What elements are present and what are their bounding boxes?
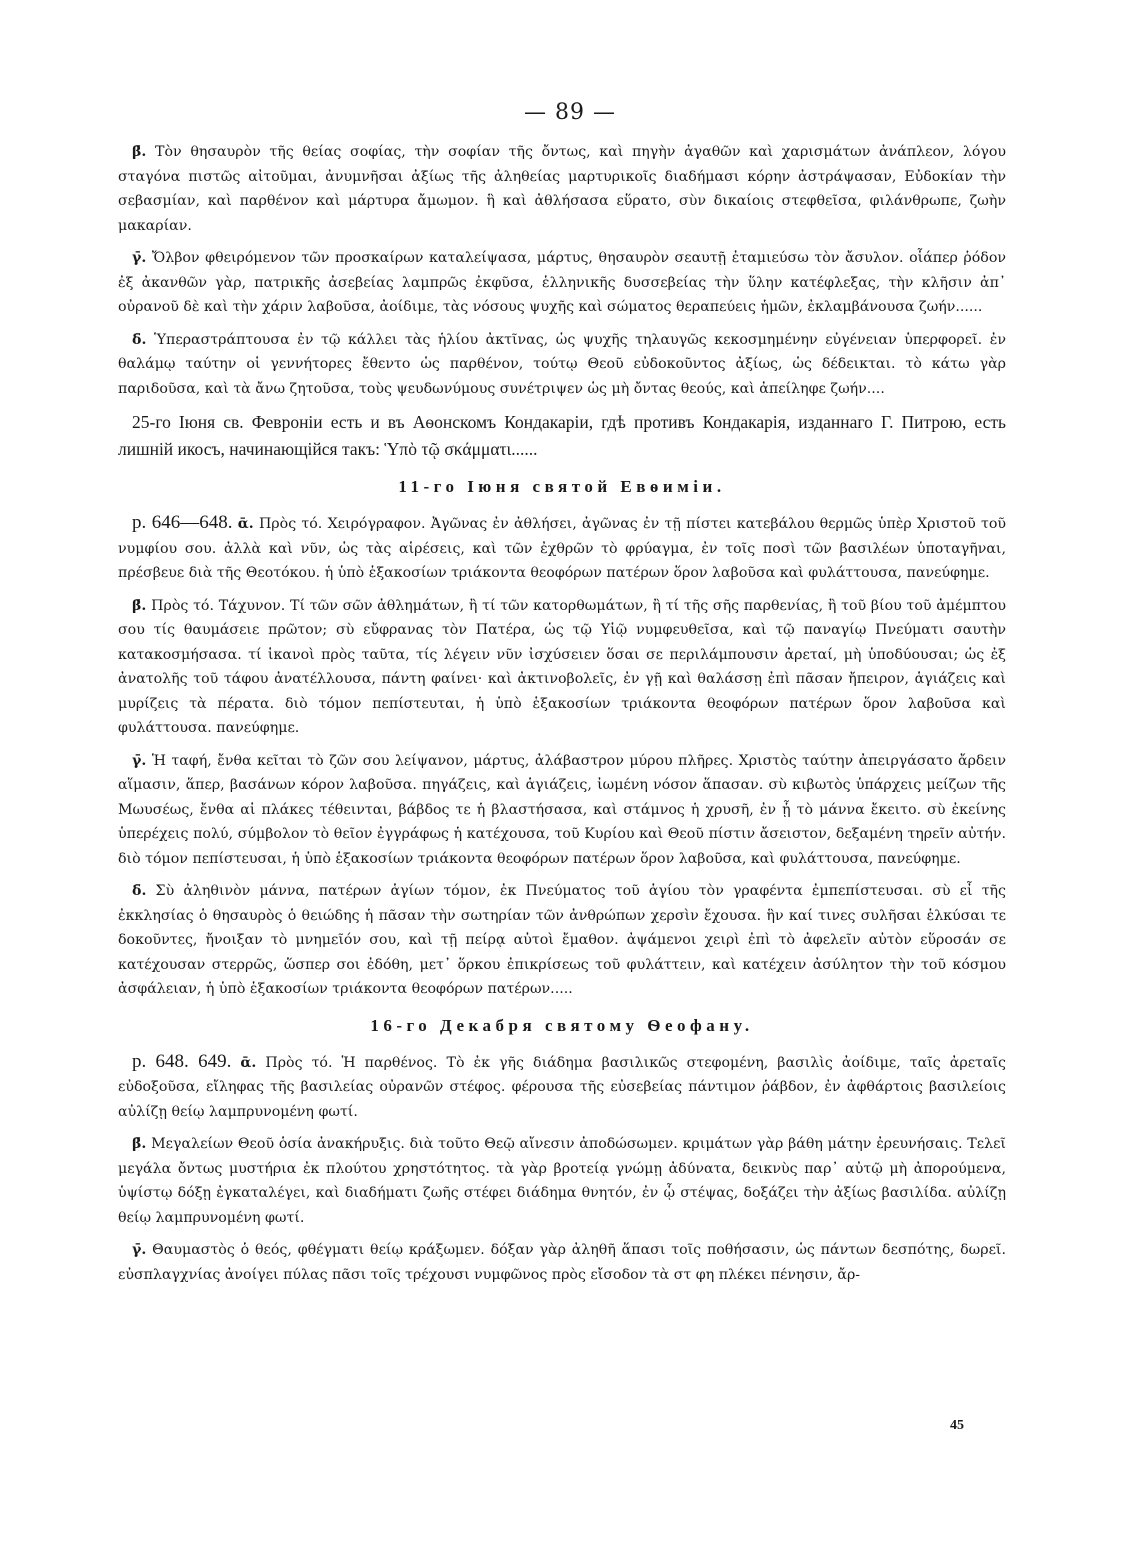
paragraph-1-gamma: [118, 246, 1006, 320]
paragraph-3-alpha: [118, 1050, 1006, 1125]
paragraph-text: Ὑπεραστράπτουσα ἐν τῷ κάλλει τὰς ἡλίου ἀκτῖνας, ὡς ψυχῆς τηλαυγῶς κεκοσμημένην εὐγένειαν ὑπερφορεῖ. ἐν θαλάμῳ ταύτην οἱ γεννήτορες ἔθεντο ὡς παρθένον, τούτῳ Θεοῦ εὐδοκοῦντος ἀξίως, ὡς δέδεικται. τὸ κάτω γὰρ παριδοῦσα, καὶ τὰ ἄνω ζητοῦσα, τοὺς ψευδωνύμους συνέτριψεν ὡς μὴ ὄντας θεούς, καὶ ἀπείληφε ζωήν....: [118, 331, 1006, 397]
paragraph-text: Ἡ ταφή, ἔνθα κεῖται τὸ ζῶν σου λείψανον, μάρτυς, ἀλάβαστρον μύρου πλῆρες. Χριστὸς ταύτην ἀπειργάσατο ἄρδειν αἵμασιν, ἅπερ, βασάνων κόρον λαβοῦσα. πηγάζεις, καὶ ἁγιάζεις, ἰωμένη νόσον ἅπασαν. σὺ κιβωτὸς ὑπάρχεις μείζων τῆς Μωυσέως, ἔνθα αἱ πλάκες τέθεινται, βάβδος τε ἡ βλαστήσασα, καὶ στάμνος ἡ χρυσῆ, ἐν ᾗ τὸ μάννα ἔκειτο. σὺ ἐκείνης ὑπερέχεις πολύ, σύμβολον τὸ θεῖον ἐγγράφως ἡ κατέχουσα, τοῦ Κυρίου καὶ Θεοῦ πίστιν ἄσειστον, δεξαμένη τηρεῖν αὐτήν. διὸ τόμον πεπίστευσαι, ἡ ὑπὸ ἑξακοσίων τριάκοντα θεοφόρων πατέρων ὅρον λαβοῦσα, καὶ φυλάττουσα, πανεύφημε.: [118, 752, 1007, 867]
paragraph-text: Πρὸς τό. Ἡ παρθένος. Τὸ ἐκ γῆς διάδημα βασιλικῶς στεφομένη, βασιλὶς ἀοίδιμε, ταῖς ἀρεταῖς εὐδοξοῦσα, εἴληφας τῆς βασιλείας οὐρανῶν στέφος. φέρουσα τῆς εὐσεβείας πάντιμον ῥάβδον, ἐν ἀφθάρτοις βασιλείοις αὐλίζῃ θείῳ λαμπρυνομένη φωτί.: [118, 1054, 1006, 1120]
paragraph-text: Σὺ ἀληθινὸν μάννα, πατέρων ἁγίων τόμον, ἐκ Πνεύματος τοῦ ἁγίου τὸν γραφέντα ἐμπεπίστευσαι. σὺ εἶ τῆς ἐκκλησίας ὁ θησαυρὸς ὁ θειώδης ἡ πᾶσαν τὴν σωτηρίαν τῶν ἀνθρώπων χερσὶν ἔχουσα. ἣν καί τινες συλῆσαι ἑλκύσαι τε δοκοῦντες, ἤνοιξαν τὸ μνημεῖόν σου, καὶ τῇ πείρᾳ αὐτοὶ ἔμαθον. ἀψάμενοι χειρὶ ἐπὶ τὸ ἀφελεῖν αὐτὸν εὕροσάν σε κατέχουσαν στερρῶς, ὥσπερ σοι ἐδόθη, μετ᾽ ὅρκου ἐπικρίσεως τοῦ φυλάττειν, καὶ κατέχειν ἀσύλητον τὴν τοῦ κόσμου ἀσφάλειαν, ἡ ὑπὸ ἑξακοσίων τριάκοντα θεοφόρων πατέρων.....: [118, 883, 1006, 997]
strophe-marker: ᾱ.: [237, 516, 254, 532]
paragraph-1-delta: [118, 328, 1006, 402]
strophe-marker: γ̄.: [132, 250, 147, 266]
signature-mark: 45: [950, 1418, 964, 1433]
paragraph-text: Ὄλβον φθειρόμενον τῶν προσκαίρων καταλείψασα, μάρτυς, θησαυρὸν σεαυτῇ ἐταμιεύσω τὸν ἄσυλον. οἷάπερ ῥόδον ἐξ ἀκανθῶν γὰρ, πατρικῆς ἀσεβείας λαμπρῶς ἐκφῦσα, ἑλληνικῆς δυσσεβείας τὴν ὕλην κατέφλεξας, τὴν κλῆσιν ἀπ᾽ οὐρανοῦ δὲ καὶ τὴν χάριν λαβοῦσα, ἀοίδιμε, τὰς νόσους ψυχῆς καὶ σώματος θεραπεύεις ἡμῶν, ἐκλαμβάνουσα ζωήν......: [118, 250, 1006, 315]
section-heading-theophano: 16-го Декабря святому Ѳеофану.: [370, 1015, 754, 1035]
page-number: — 89 —: [524, 100, 616, 125]
paragraph-3-beta: [118, 1132, 1006, 1230]
strophe-marker: β̄.: [132, 597, 147, 614]
strophe-marker: ᾱ.: [240, 1054, 257, 1071]
strophe-marker: γ̄.: [132, 752, 147, 769]
strophe-marker: β̄.: [132, 1136, 147, 1152]
paragraph-text: Τὸν θησαυρὸν τῆς θείας σοφίας, τὴν σοφίαν τῆς ὄντως, καὶ πηγὴν ἀγαθῶν καὶ χαρισμάτων ἀνάπλεον, λόγου σταγόνα πιστῶς αἰτοῦμαι, ἀνυμνῆσαι ἀξίως τῆς ἀληθείας μαρτυρικοῖς διαδήμασι κόρην ἀστράψασαν, Εὐδοκίαν τὴν σεβασμίαν, καὶ παρθένον καὶ μάρτυρα ἄμωμον. ἣ καὶ ἀθλήσασα εὕρατο, σὺν δικαίοις στεφθεῖσα, φιλάνθρωπε, ζωὴν μακαρίαν.: [118, 144, 1007, 234]
paragraph-2-delta: [118, 879, 1006, 1002]
paragraph-text: Πρὸς τό. Τάχυνον. Τί τῶν σῶν ἀθλημάτων, ἢ τί τῶν κατορθωμάτων, ἢ τί τῆς σῆς παρθενίας, ἢ τοῦ βίου τοῦ ἀμέμπτου σου τίς θαυμάσειε πρῶτον; σὺ εὔφρανας τὸν Πατέρα, ὡς τῷ Υἱῷ νυμφευθεῖσα, καὶ τῷ παναγίῳ Πνεύματι σαυτὴν κατακοσμήσασα. τί ἱκανοὶ πρὸς ταῦτα, τίς λέγειν νῦν ἰσχύσειεν ὅσαι σε περιλάμπουσιν ἀρεταί, μὴ ὑποδύουσαι; ὡς ἐξ ἀνατολῆς τοῦ τάφου ἀνατέλλουσα, πάντη φαίνει· καὶ ἀκτινοβολεῖς, ἐν γῇ καὶ θαλάσσῃ ἐπὶ πᾶσαν ἤπειρον, ἁγιάζεις καὶ μυρίζεις τὰ πέρατα. διὸ τόμον πεπίστευται, ἡ ὑπὸ ἑξακοσίων τριάκοντα θεοφόρων πατέρων ὅρον λαβοῦσα καὶ φυλάττουσα. πανεύφημε.: [118, 597, 1006, 736]
page-body: [118, 140, 1006, 1295]
paragraph-2-beta: [118, 594, 1006, 741]
strophe-marker: δ̄.: [132, 883, 147, 899]
strophe-marker: β̄.: [132, 144, 147, 160]
paragraph-text: Μεγαλείων Θεοῦ ὁσία ἀνακήρυξις. διὰ τοῦτο Θεῷ αἴνεσιν ἀποδώσωμεν. κριμάτων γὰρ βάθη μάτην ἐρευνήσαις. Τελεῖ μεγάλα ὄντως μυστήρια ἐκ πλούτου χρηστότητος. τὰ γὰρ βροτείᾳ γνώμῃ ἀδύνατα, δεικνὺς παρ᾽ αὐτῷ μὴ ἀπορούμενα, ὑψίστῳ δόξῃ ἐγκαταλέγει, καὶ διαδήματι ζωῆς στέφει διάδημα θνητόν, ἐν ᾧ στέψας, δοξάζει τὴν ἀξίως βασιλίδα. αὐλίζῃ θείῳ λαμπρυνομένη φωτί.: [118, 1136, 1006, 1226]
paragraph-text: Πρὸς τό. Χειρόγραφον. Ἀγῶνας ἐν ἀθλήσει, ἀγῶνας ἐν τῇ πίστει κατεβάλου θερμῶς ὑπὲρ Χριστοῦ τοῦ νυμφίου σου. ἀλλὰ καὶ νῦν, ὡς τὰς αἱρέσεις, καὶ τῶν ἐχθρῶν τὸ φρύαγμα, ἐν τοῖς ποσὶ τῶν βασιλέων ὑποταγῆναι, πρέσβευε διὰ τῆς Θεοτόκου. ἡ ὑπὸ ἑξακοσίων τριάκοντα θεοφόρων πατέρων ὅρον λαβοῦσα καὶ φυλάττουσα, πανεύφημε.: [118, 516, 1007, 581]
strophe-marker: δ̄.: [132, 331, 147, 348]
paragraph-2-alpha: [118, 511, 1006, 586]
paragraph-3-gamma: [118, 1238, 1006, 1287]
section-heading-euphemia: 11-го Іюня святой Евѳиміи.: [398, 477, 726, 496]
page-reference: р. 648. 649.: [132, 1050, 232, 1072]
paragraph-text: Θαυμαστὸς ὁ θεός, φθέγματι θείῳ κράξωμεν. δόξαν γὰρ ἀληθῆ ἅπασι τοῖς ποθήσασιν, ὡς πάντων δεσπότης, δωρεῖ. εὐσπλαγχνίας ἀνοίγει πύλας πᾶσι τοῖς τρέχουσι νυμφῶνος πρὸς εἴσοδον τὰ στ φη πλέκει πένησιν, ἄρ-: [118, 1242, 1006, 1283]
paragraph-2-gamma: [118, 749, 1006, 872]
paragraph-1-beta: [118, 140, 1006, 238]
page-reference: р. 646—648.: [132, 512, 233, 533]
strophe-marker: γ̄.: [132, 1242, 147, 1258]
russian-note: 25-го Іюня св. Февроніи есть и въ Аѳонскомъ Кондакаріи, гдѣ противъ Кондакарія, изданнаго Г. Питрою, есть лишній икосъ, начинающійся такъ: Ὑπὸ τῷ σκάμματι......: [118, 412, 1006, 459]
